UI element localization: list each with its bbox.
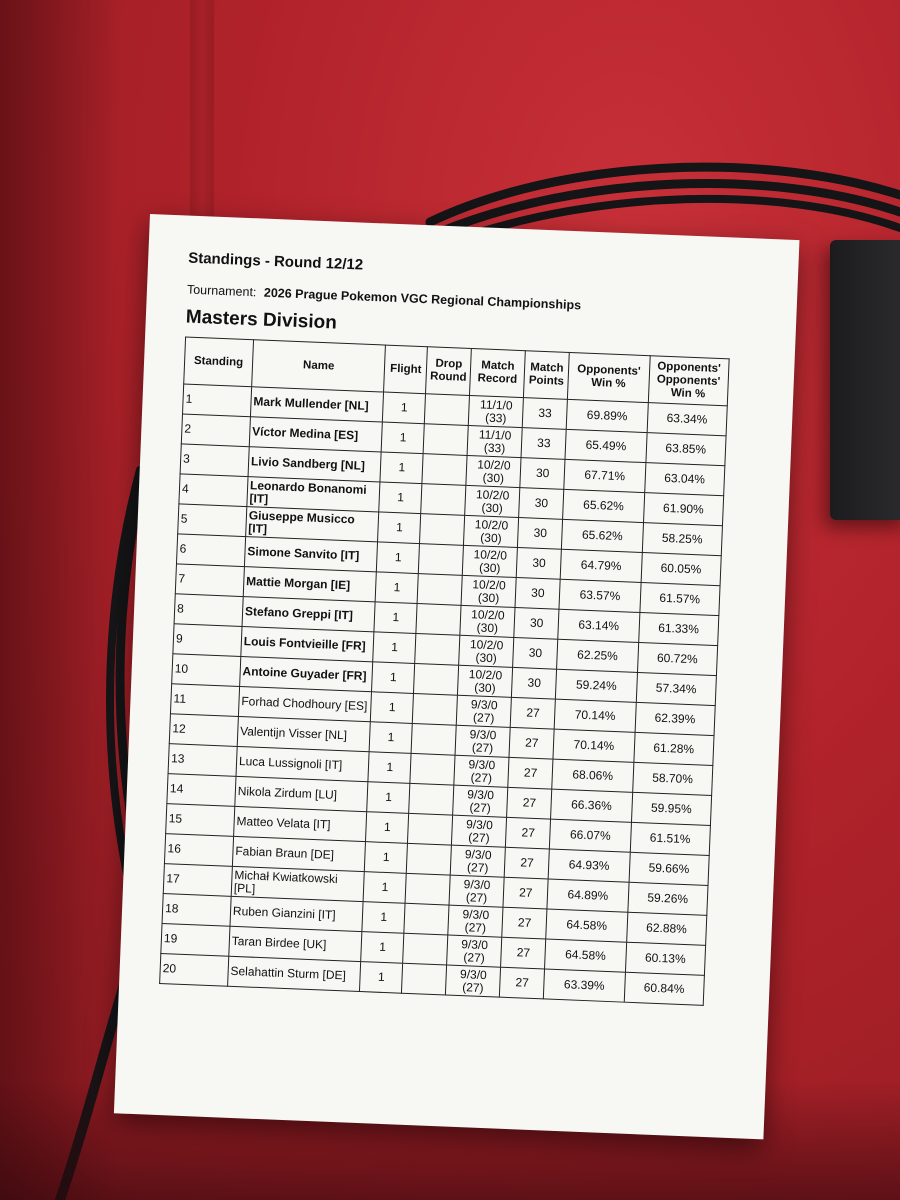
flight-cell: 1 (368, 752, 411, 784)
header-name: Name (252, 340, 386, 392)
header-drop-round: Drop Round (426, 347, 472, 396)
flight-cell: 1 (380, 452, 423, 484)
flight-cell: 1 (366, 812, 409, 844)
opponents-opponents-win-cell: 59.26% (627, 882, 708, 915)
flight-cell: 1 (373, 632, 416, 664)
player-name-cell: Matteo Velata [IT] (233, 806, 367, 841)
opponents-opponents-win-cell: 61.28% (633, 732, 714, 765)
opponents-win-cell: 64.89% (547, 879, 629, 912)
record-value: 9/3/0 (461, 936, 489, 952)
drop-round-cell (410, 753, 455, 785)
match-record-cell (450, 845, 505, 877)
player-name-cell: Mark Mullender [NL] (250, 387, 384, 422)
record-points: (30) (481, 500, 504, 515)
match-points-cell: 27 (508, 757, 553, 789)
opponents-opponents-win-cell: 62.88% (626, 912, 707, 945)
black-device-box (830, 240, 900, 520)
drop-round-cell (423, 424, 468, 456)
flight-cell: 1 (371, 692, 414, 724)
standing-cell: 19 (161, 924, 230, 957)
match-points-cell: 30 (517, 548, 562, 580)
match-points-cell: 27 (509, 727, 554, 759)
record-value: 10/2/0 (468, 666, 503, 682)
drop-round-cell (422, 454, 467, 486)
player-name-cell: Taran Birdee [UK] (229, 926, 363, 961)
opponents-opponents-win-cell: 60.05% (641, 553, 722, 586)
match-points-cell: 27 (507, 787, 552, 819)
drop-round-cell (415, 634, 460, 666)
flight-cell: 1 (364, 872, 407, 904)
record-points: (27) (464, 919, 487, 935)
standing-cell: 1 (183, 384, 252, 417)
opponents-win-cell: 70.14% (554, 699, 636, 732)
player-name-cell: Nikola Zirdum [LU] (235, 776, 369, 811)
record-points: (30) (477, 589, 500, 605)
opponents-opponents-win-cell: 58.25% (642, 523, 723, 556)
match-points-cell: 33 (523, 398, 568, 430)
match-record-cell (459, 635, 514, 667)
standing-cell: 14 (167, 774, 236, 807)
match-points-cell: 27 (500, 967, 545, 999)
standing-cell: 3 (180, 444, 249, 477)
match-record-cell (455, 725, 510, 757)
player-name-cell: Stefano Greppi [IT] (242, 597, 376, 632)
standing-cell: 15 (166, 804, 235, 837)
opponents-win-cell: 68.06% (552, 759, 634, 792)
flight-cell: 1 (361, 932, 404, 964)
record-value: 9/3/0 (459, 966, 488, 982)
opponents-opponents-win-cell: 57.34% (636, 672, 717, 705)
header-opponents-opponents-win: Opponents' Opponents' Win % (648, 356, 729, 406)
opponents-win-cell: 64.79% (560, 549, 642, 582)
flight-cell: 1 (376, 572, 419, 604)
sheet-title: Standings - Round 12/12 (187, 249, 364, 274)
drop-round-cell (414, 663, 459, 695)
drop-round-cell (408, 813, 453, 845)
tournament-name: 2026 Prague Pokemon VGC Regional Championships (263, 285, 582, 313)
opponents-opponents-win-cell: 60.13% (625, 942, 706, 975)
opponents-win-cell: 69.89% (566, 399, 648, 432)
player-name-cell: Ruben Gianzini [IT] (230, 896, 364, 931)
match-record-cell (453, 785, 508, 817)
player-name-cell: Leonardo Bonanomi [IT] (247, 477, 381, 512)
drop-round-cell (409, 783, 454, 815)
record-points: (27) (463, 949, 486, 965)
flight-cell: 1 (367, 782, 410, 814)
header-match-points: Match Points (524, 351, 570, 400)
match-record-cell (457, 665, 512, 697)
header-opponents-win: Opponents' Win % (568, 352, 650, 402)
record-points: (30) (478, 559, 501, 575)
record-points: (27) (468, 829, 490, 845)
standing-cell: 20 (160, 954, 229, 987)
opponents-opponents-win-cell: 59.95% (631, 792, 712, 825)
drop-round-cell (419, 544, 464, 576)
standing-cell: 18 (162, 894, 231, 927)
record-points: (33) (483, 440, 506, 455)
drop-round-cell (416, 604, 461, 636)
standing-cell: 4 (179, 474, 248, 507)
drop-round-cell (411, 723, 456, 755)
record-value: 10/2/0 (474, 516, 509, 533)
header-match-record: Match Record (470, 349, 526, 398)
player-name-cell: Livio Sandberg [NL] (248, 447, 382, 482)
player-name-cell: Fabian Braun [DE] (232, 836, 366, 871)
opponents-opponents-win-cell: 61.90% (643, 493, 724, 526)
flight-cell: 1 (370, 722, 413, 754)
player-name-cell: Forhad Chodhoury [ES] (238, 686, 372, 721)
match-record-cell (456, 695, 511, 727)
standing-cell: 16 (164, 834, 233, 867)
record-points: (27) (470, 769, 493, 785)
record-points: (27) (469, 799, 492, 815)
match-record-cell (447, 935, 502, 967)
record-value: 9/3/0 (470, 696, 498, 712)
match-record-cell (466, 455, 521, 487)
record-points: (27) (471, 739, 494, 755)
player-name-cell: Simone Sanvito [IT] (244, 537, 378, 572)
flight-cell: 1 (383, 392, 426, 424)
match-record-cell (467, 425, 522, 457)
opponents-win-cell: 62.25% (557, 639, 639, 672)
opponents-win-cell: 59.24% (556, 669, 638, 702)
opponents-opponents-win-cell: 60.72% (637, 642, 718, 675)
match-points-cell: 27 (506, 817, 551, 849)
record-value: 10/2/0 (472, 576, 507, 593)
match-points-cell: 30 (513, 637, 558, 669)
standing-cell: 12 (169, 714, 238, 747)
record-value: 9/3/0 (464, 846, 492, 862)
standings-table (159, 337, 730, 1006)
opponents-opponents-win-cell: 63.85% (646, 433, 727, 466)
standing-cell: 7 (175, 564, 244, 597)
drop-round-cell (402, 963, 447, 995)
record-value: 10/2/0 (476, 456, 511, 473)
standing-cell: 10 (172, 654, 241, 687)
opponents-win-cell: 64.58% (545, 939, 627, 972)
shadow-left (0, 0, 120, 1200)
record-value: 9/3/0 (465, 816, 494, 832)
standings-sheet (114, 214, 800, 1139)
opponents-win-cell: 64.93% (548, 849, 630, 882)
flight-cell: 1 (374, 602, 417, 634)
record-value: 10/2/0 (470, 606, 505, 623)
player-name-cell: Luca Lussignoli [IT] (236, 746, 370, 781)
standing-cell: 8 (174, 594, 243, 627)
record-points: (30) (480, 530, 502, 545)
opponents-win-cell: 65.49% (565, 429, 647, 462)
drop-round-cell (405, 873, 450, 905)
match-points-cell: 30 (518, 518, 563, 550)
flight-cell: 1 (377, 542, 420, 574)
standing-cell: 6 (176, 534, 245, 567)
drop-round-cell (417, 574, 462, 606)
opponents-opponents-win-cell: 62.39% (635, 702, 716, 735)
match-record-cell (462, 545, 517, 577)
opponents-opponents-win-cell: 63.34% (647, 403, 728, 436)
header-flight: Flight (384, 345, 428, 394)
sheet-content (159, 250, 763, 1007)
match-record-cell (454, 755, 509, 787)
record-value: 10/2/0 (475, 486, 510, 503)
match-points-cell: 27 (505, 847, 550, 879)
record-value: 9/3/0 (462, 906, 490, 922)
opponents-opponents-win-cell: 58.70% (632, 762, 713, 795)
record-points: (27) (472, 709, 495, 725)
opponents-opponents-win-cell: 61.51% (630, 822, 711, 855)
opponents-opponents-win-cell: 61.33% (638, 612, 719, 645)
opponents-opponents-win-cell: 61.57% (639, 582, 720, 615)
record-points: (30) (476, 619, 499, 635)
player-name-cell: Antoine Guyader [FR] (239, 656, 373, 691)
flight-cell: 1 (362, 902, 405, 934)
match-points-cell: 30 (520, 458, 565, 490)
match-points-cell: 27 (511, 697, 556, 729)
standing-cell: 17 (163, 864, 232, 897)
flight-cell: 1 (365, 842, 408, 874)
standing-cell: 13 (168, 744, 237, 777)
match-points-cell: 30 (519, 488, 564, 520)
opponents-win-cell: 66.07% (550, 819, 632, 852)
drop-round-cell (403, 933, 448, 965)
opponents-win-cell: 63.57% (559, 579, 641, 612)
opponents-win-cell: 70.14% (553, 729, 635, 762)
opponents-win-cell: 66.36% (551, 789, 633, 822)
record-value: 9/3/0 (468, 756, 496, 772)
flight-cell: 1 (382, 422, 425, 454)
player-name-cell: Valentijn Visser [NL] (237, 716, 371, 751)
record-value: 10/2/0 (473, 546, 508, 563)
match-record-cell (449, 875, 504, 907)
record-points: (30) (474, 679, 496, 695)
record-value: 9/3/0 (463, 876, 491, 892)
drop-round-cell (425, 394, 470, 426)
record-value: 9/3/0 (467, 786, 495, 802)
flight-cell: 1 (379, 482, 422, 514)
record-points: (27) (466, 859, 489, 875)
player-name-cell: Selahattin Sturm [DE] (227, 956, 361, 991)
match-points-cell: 30 (515, 578, 560, 610)
drop-round-cell (420, 514, 465, 546)
match-points-cell: 27 (502, 907, 547, 939)
record-points: (30) (482, 470, 505, 485)
match-points-cell: 27 (503, 877, 548, 909)
tournament-label: Tournament: (186, 282, 257, 300)
header-standing: Standing (184, 337, 254, 387)
opponents-opponents-win-cell: 60.84% (624, 972, 705, 1005)
record-value: 11/1/0 (478, 426, 512, 443)
table-body (160, 384, 728, 1005)
opponents-win-cell: 64.58% (546, 909, 628, 942)
record-value: 11/1/0 (479, 396, 513, 413)
player-name-cell: Michał Kwiatkowski [PL] (231, 866, 365, 901)
drop-round-cell (406, 843, 451, 875)
record-points: (27) (461, 979, 484, 995)
division-heading: Masters Division (185, 306, 338, 334)
record-points: (27) (465, 889, 488, 905)
match-record-cell (461, 575, 516, 607)
drop-round-cell (421, 484, 466, 516)
match-record-cell (468, 395, 523, 427)
standing-cell: 9 (173, 624, 242, 657)
opponents-win-cell: 63.39% (544, 969, 626, 1002)
flight-cell: 1 (372, 662, 415, 694)
player-name-cell: Giuseppe Musicco [IT] (245, 507, 379, 542)
match-record-cell (460, 605, 515, 637)
standing-cell: 2 (181, 414, 250, 447)
player-name-cell: Louis Fontvieille [FR] (241, 627, 375, 662)
player-name-cell: Mattie Morgan [IE] (243, 567, 377, 602)
opponents-opponents-win-cell: 63.04% (644, 463, 725, 496)
match-points-cell: 27 (501, 937, 546, 969)
match-points-cell: 30 (514, 607, 559, 639)
drop-round-cell (412, 693, 457, 725)
match-record-cell (451, 815, 506, 847)
match-record-cell (464, 515, 519, 547)
opponents-opponents-win-cell: 59.66% (629, 852, 710, 885)
standing-cell: 11 (170, 684, 239, 717)
record-points: (30) (475, 649, 498, 665)
player-name-cell: Víctor Medina [ES] (249, 417, 383, 452)
match-points-cell: 33 (521, 428, 566, 460)
flight-cell: 1 (378, 512, 421, 544)
record-value: 9/3/0 (469, 726, 497, 742)
drop-round-cell (404, 903, 449, 935)
record-value: 10/2/0 (469, 636, 504, 653)
standing-cell: 5 (178, 504, 247, 537)
opponents-win-cell: 63.14% (558, 609, 640, 642)
opponents-win-cell: 67.71% (564, 459, 646, 492)
match-record-cell (448, 905, 503, 937)
match-record-cell (445, 965, 500, 997)
opponents-win-cell: 65.62% (562, 519, 644, 552)
match-record-cell (465, 485, 520, 517)
match-points-cell: 30 (512, 667, 557, 699)
record-points: (33) (484, 410, 507, 425)
flight-cell: 1 (360, 962, 403, 994)
opponents-win-cell: 65.62% (563, 489, 645, 522)
